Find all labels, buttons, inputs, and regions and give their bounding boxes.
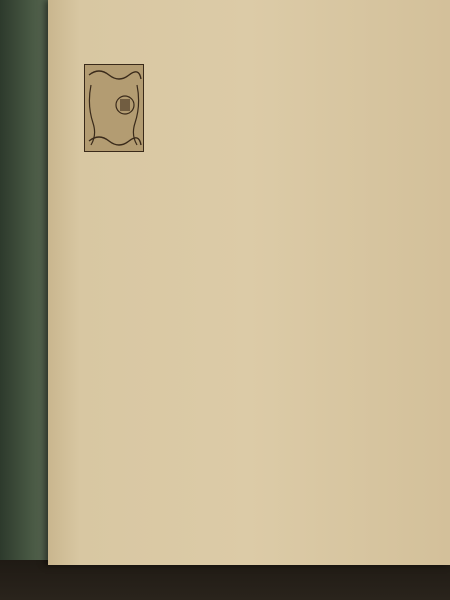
document-page xyxy=(48,0,450,565)
catchword-row xyxy=(48,542,450,556)
document-text xyxy=(48,0,450,565)
background-wall xyxy=(0,0,55,600)
background-table xyxy=(0,560,450,600)
